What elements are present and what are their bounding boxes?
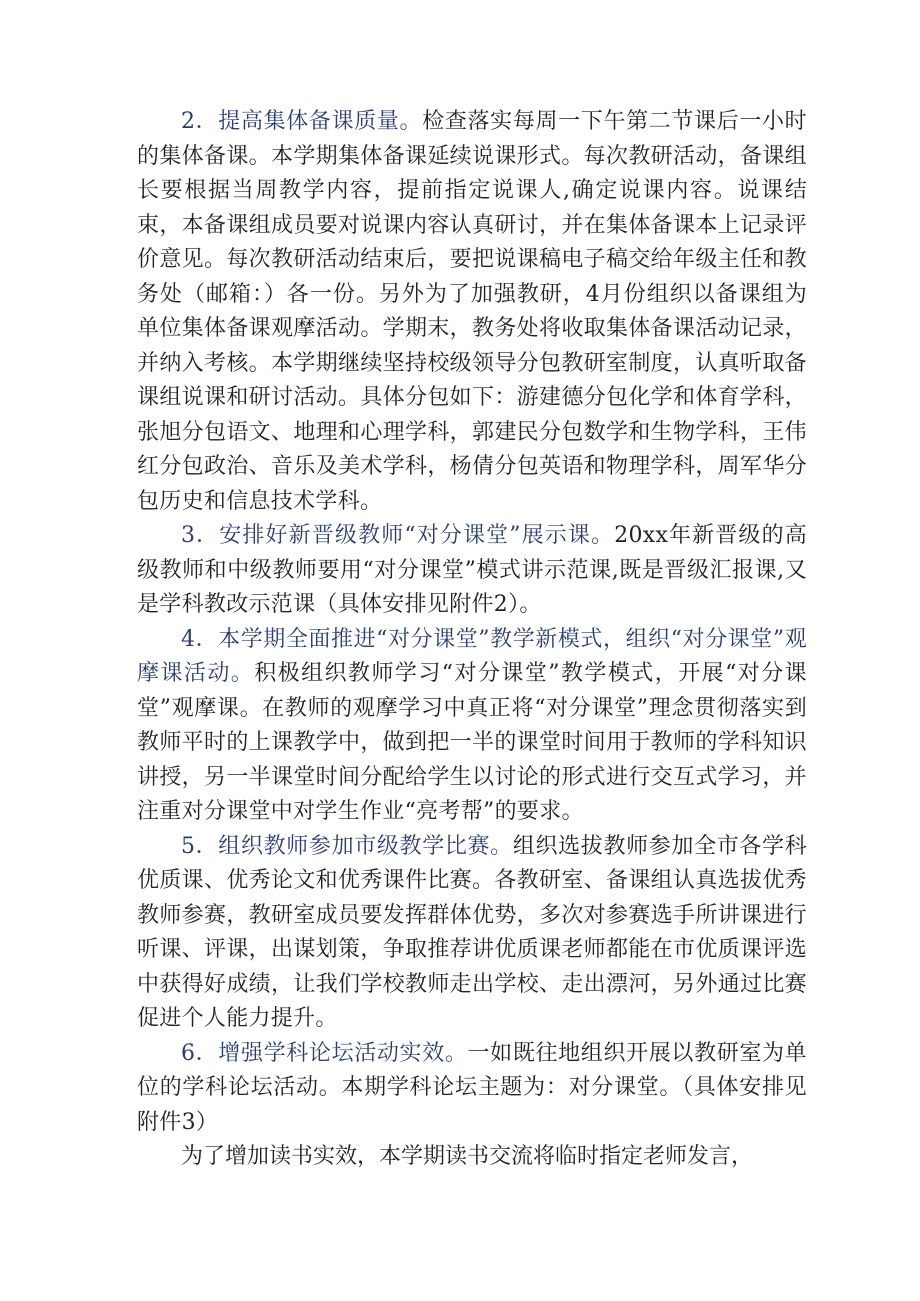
document-body: [137, 105, 807, 1175]
paragraph-2-body: 检查落实每周一下午第二节课后一小时的集体备课。本学期集体备课延续说课形式。每次教研活动，备课组长要根据当周教学内容，提前指定说课人,确定说课内容。说课结束，本备课组成员要对说课内容认真研讨，并在集体备课本上记录评价意见。每次教研活动结束后，要把说课稿电子稿交给年级主任和教务处（邮箱：）各一份。另外为了加强教研，4月份组织以备课组为单位集体备课观摩活动。学期末，教务处将收取集体备课活动记录，并纳入考核。本学期继续坚持校级领导分包教研室制度，认真听取备课组说课和研讨活动。具体分包如下：游建德分包化学和体育学科，张旭分包语文、地理和心理学科，郭建民分包数学和生物学科，王伟红分包政治、音乐及美术学科，杨倩分包英语和物理学科，周军华分包历史和信息技术学科。: [137, 109, 807, 514]
paragraph-2-heading: 2．提高集体备课质量。: [181, 109, 423, 134]
paragraph-reading-body: 为了增加读书实效，本学期读书交流将临时指定老师发言，: [181, 1144, 754, 1169]
paragraph-5: [137, 830, 807, 1037]
paragraph-6-heading: 6．增强学科论坛活动实效。: [181, 1040, 468, 1066]
paragraph-2: [137, 105, 807, 519]
paragraph-5-body: 组织选拔教师参加全市各学科优质课、优秀论文和优秀课件比赛。各教研室、备课组认真选拔优秀教师参赛，教研室成员要发挥群体优势，多次对参赛选手所讲课进行听课、评课，出谋划策，争取推荐讲优质课老师都能在市优质课评选中获得好成绩，让我们学校教师走出学校、走出漂河，另外通过比赛促进个人能力提升。: [137, 833, 807, 1031]
paragraph-3-body: 20xx年新晋级的高级教师和中级教师要用“对分课堂”模式讲示范课,既是晋级汇报课,又是学科教改示范课（具体安排见附件2）。: [137, 523, 808, 617]
paragraph-reading: [137, 1140, 807, 1175]
paragraph-3: [137, 519, 807, 623]
paragraph-6-body: 一如既往地组织开展以教研室为单位的学科论坛活动。本期学科论坛主题为：对分课堂。（具体安排见附件3）: [137, 1040, 807, 1135]
paragraph-4: [137, 623, 807, 830]
paragraph-4-heading: 4．本学期全面推进“对分课堂”教学新模式，组织“对分课堂”观摩课活动。: [137, 626, 807, 686]
paragraph-3-heading: 3．安排好新晋级教师“对分课堂”展示课。: [181, 523, 615, 548]
paragraph-6: [137, 1037, 807, 1141]
paragraph-4-body: 积极组织教师学习“对分课堂”教学模式，开展“对分课堂”观摩课。在教师的观摩学习中真正将“对分课堂”理念贯彻落实到教师平时的上课教学中，做到把一半的课堂时间用于教师的学科知识讲授，另一半课堂时间分配给学生以讨论的形式进行交互式学习，并注重对分课堂中对学生作业“亮考帮”的要求。: [137, 661, 807, 824]
paragraph-5-heading: 5．组织教师参加市级教学比赛。: [181, 833, 513, 859]
